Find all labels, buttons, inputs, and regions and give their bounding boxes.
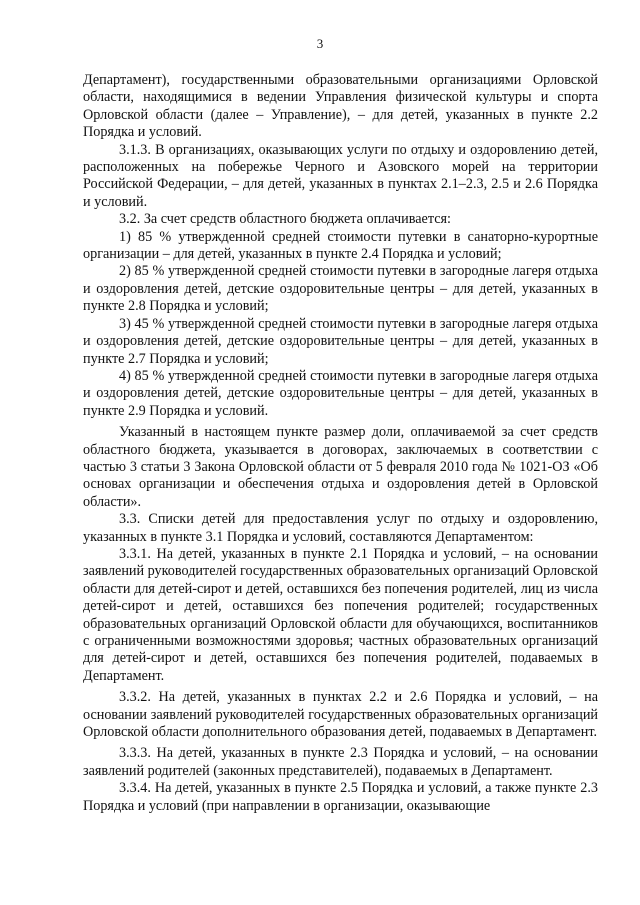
paragraph-3-3-3: 3.3.3. На детей, указанных в пункте 2.3 Порядка и условий, – на основании заявлений родителей (законных представителей), подаваемых в Департамент. xyxy=(83,745,598,779)
page-number: 3 xyxy=(316,36,324,51)
paragraph-3-3-2: 3.3.2. На детей, указанных в пунктах 2.2 и 2.6 Порядка и условий, – на основании заявлений руководителей государственных образовательных организаций Орловской области дополнительного образования детей, подаваемых в Департамент. xyxy=(83,689,598,741)
paragraph-3-2-item-3: 3) 45 % утвержденной средней стоимости путевки в загородные лагеря отдыха и оздоровления детей, детские оздоровительные центры – для детей, указанных в пункте 2.7 Порядка и условий; xyxy=(83,315,598,367)
paragraph-3-1-3: 3.1.3. В организациях, оказывающих услуги по отдыху и оздоровлению детей, расположенных на побережье Черного и Азовского морей на территории Российской Федерации, – для детей, указанных в пунктах 2.1–2.3, 2.5 и 2.6 Порядка и условий. xyxy=(83,141,598,210)
paragraph-3-2-item-1: 1) 85 % утвержденной средней стоимости путевки в санаторно-курортные организации – для детей, указанных в пункте 2.4 Порядка и условий; xyxy=(83,228,598,263)
paragraph-3-3-1: 3.3.1. На детей, указанных в пункте 2.1 Порядка и условий, – на основании заявлений руководителей государственных образовательных организаций Орловской области для детей-сирот и детей, оставшихся без попечения родителей, лиц из числа детей-сирот и детей, оставшихся без попечения родителей; государственных образовательных организаций Орловской области для обучающихся, воспитанников с ограниченными возможностями здоровья; частных образовательных организаций для детей-сирот и детей, оставшихся без попечения родителей, подаваемых в Департамент. xyxy=(83,545,598,684)
paragraph-3-2: 3.2. За счет средств областного бюджета оплачивается: xyxy=(119,211,451,228)
paragraph-3-2-note: Указанный в настоящем пункте размер доли, оплачиваемой за счет средств областного бюджета, указывается в договорах, заключаемых в соответствии с частью 3 статьи 3 Закона Орловской области от 5 февраля 2010 года № 1021-ОЗ «Об основах организации и обеспечения отдыха и оздоровления детей в Орловской области». xyxy=(83,424,598,510)
paragraph-3-2-item-2: 2) 85 % утвержденной средней стоимости путевки в загородные лагеря отдыха и оздоровления детей, детские оздоровительные центры – для детей, указанных в пункте 2.8 Порядка и условий; xyxy=(83,263,598,315)
document-body xyxy=(83,72,598,815)
paragraph-3-3: 3.3. Списки детей для предоставления услуг по отдыху и оздоровлению, указанных в пункте 3.1 Порядка и условий, составляются Департаментом: xyxy=(83,511,598,545)
paragraph-3-2-item-4: 4) 85 % утвержденной средней стоимости путевки в загородные лагеря отдыха и оздоровления детей, детские оздоровительные центры – для детей, указанных в пункте 2.9 Порядка и условий. xyxy=(83,367,598,419)
paragraph-3-3-4: 3.3.4. На детей, указанных в пункте 2.5 Порядка и условий, а также пункте 2.3 Порядка и условий (при направлении в организации, оказывающие xyxy=(83,780,598,814)
paragraph-continuation: Департамент), государственными образовательными организациями Орловской области, находящимися в ведении Управления физической культуры и спорта Орловской области (далее – Управление), – для детей, указанных в пункте 2.2 Порядка и условий. xyxy=(83,72,598,141)
